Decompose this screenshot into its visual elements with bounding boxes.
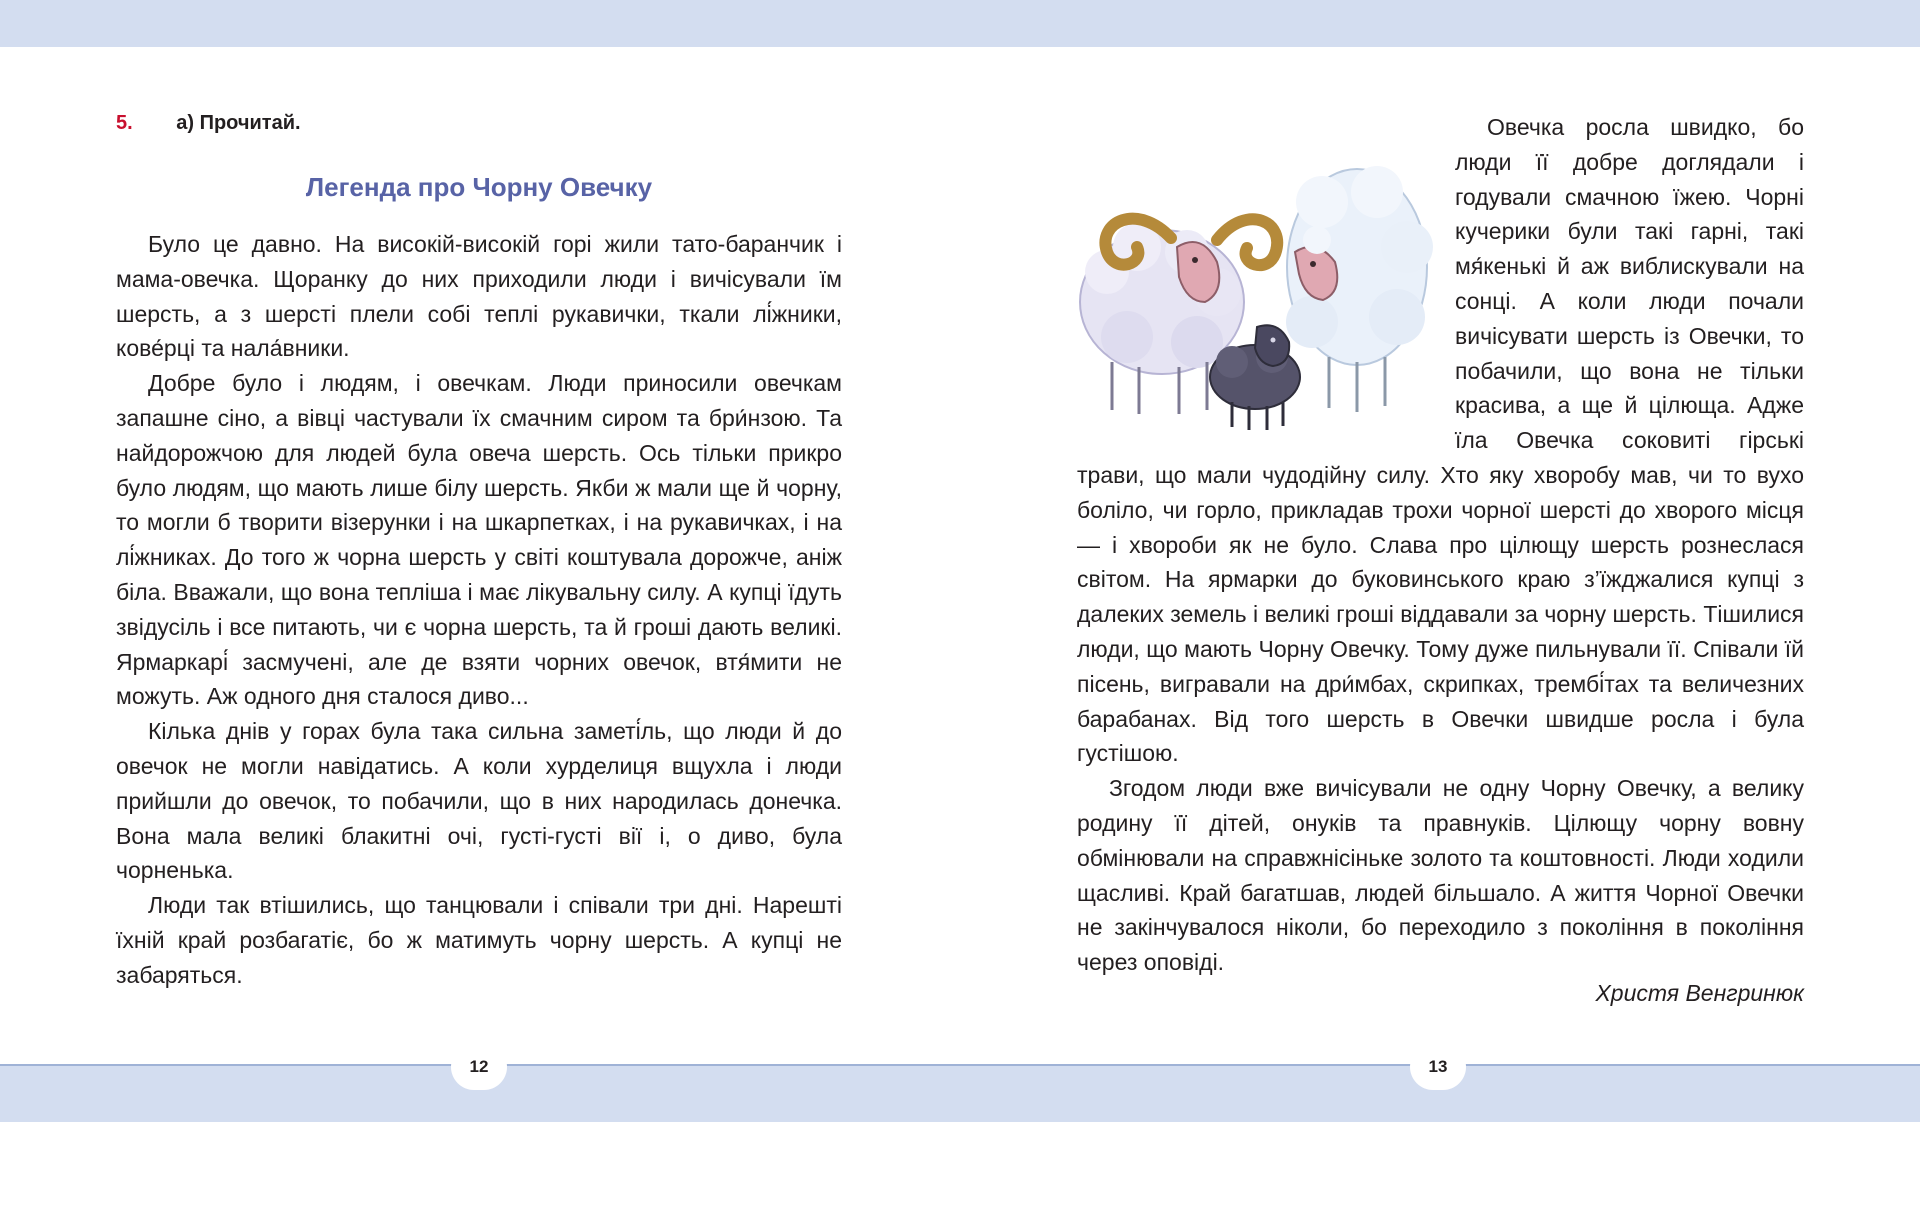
page-number-right: 13 [1410, 1044, 1466, 1090]
story-title: Легенда про Чорну Овечку [305, 172, 653, 202]
top-band [0, 0, 1920, 47]
paragraph: Добре було і людям, і овечкам. Люди приносили овечкам запашне сіно, а вівці частували їх смачним сиром та бри́нзою. Та найдорожчою для людей була овеча шерсть. Ось тільки прикро було людям, що мають лише білу шерсть. Якби ж мали ще й чорну, то могли б творити візерунки і на шкарпетках, і на рукавичках, і на лі́жниках. До того ж чорна шерсть у світі коштувала дорожче, аніж біла. Вважали, що вона тепліша і має лікувальну силу. А купці їдуть звідусіль і все питають, чи є чорна шерсть, та й гроші дають великі. Ярмаркарі́ засмучені, але де взяти чорних овечок, втя́мити не можуть. Аж одного дня сталося диво... [116, 370, 842, 710]
author: Христя Венгринюк [1595, 980, 1804, 1006]
sheep-family-illustration [1067, 152, 1445, 440]
page-number-left: 12 [451, 1044, 507, 1090]
left-page-text [116, 227, 842, 993]
paragraph: Кілька днів у горах була така сильна заметі́ль, що люди й до овечок не могли навідатись. А коли хурделиця вщухла і люди прийшли до овечок, то побачили, що в них народилась донечка. Вона мала великі блакитні очі, густі-густі вії і, о диво, була чорненька. [116, 718, 842, 884]
paragraph: Овечка росла швидко, бо люди її добре доглядали і годували смачною їжею. Чорні кучерики були такі гарні, такі мя́кенькі й аж виблискували на сонці. А коли люди почали вичісувати шерсть із Овечки, то побачили, що вона не тільки красива, а ще й цілюща. Адже їла Овечка соковиті гірські трави, що мали чудодійну силу. Хто яку хворобу мав, чи то вухо боліло, чи горло, прикладав трохи чорної шерсті до хворого місця — і хвороби як не було. Слава про цілющу шерсть рознеслася світом. На ярмарки до буковинського краю з’їжджалися купці з далеких земель і великі гроші віддавали за чорну шерсть. Тішилися люди, що мають Чорну Овечку. Тому дуже пильнували її. Співали їй пісень, вигравали на дри́мбах, скрипках, трембі́тах та величезних барабанах. Від того шерсть в Овечки швидше росла і була густішою. [1077, 114, 1804, 767]
right-page-text [1077, 110, 1804, 980]
task-header [116, 112, 301, 135]
paragraph: Згодом люди вже вичісували не одну Чорну Овечку, а велику родину її дітей, онуків та правнуків. Цілющу чорну вовну обмінювали на справжнісіньке золото та коштовності. Люди ходили щасливі. Край багатшав, людей більшало. А життя Чорної Овечки не закінчувалося ніколи, бо переходило з покоління в покоління через оповіді. [1077, 775, 1804, 976]
bottom-band [0, 1066, 1920, 1122]
paragraph: Було це давно. На високій-високій горі жили тато-баранчик і мама-овечка. Щоранку до них приходили люди і вичісували їм шерсть, а з шерсті плели собі теплі рукавички, ткали лі́жники, кове́рці та нала́вники. [116, 231, 842, 362]
task-number: 5. [116, 112, 133, 134]
page-margin [0, 1122, 1920, 1218]
task-instruction: а) Прочитай. [176, 112, 301, 134]
ewe-icon [1286, 166, 1433, 412]
paragraph: Люди так втішились, що танцювали і співали три дні. Нарешті їхній край розбагатіє, бо ж матимуть чорну шерсть. А купці не забаряться. [116, 892, 842, 988]
